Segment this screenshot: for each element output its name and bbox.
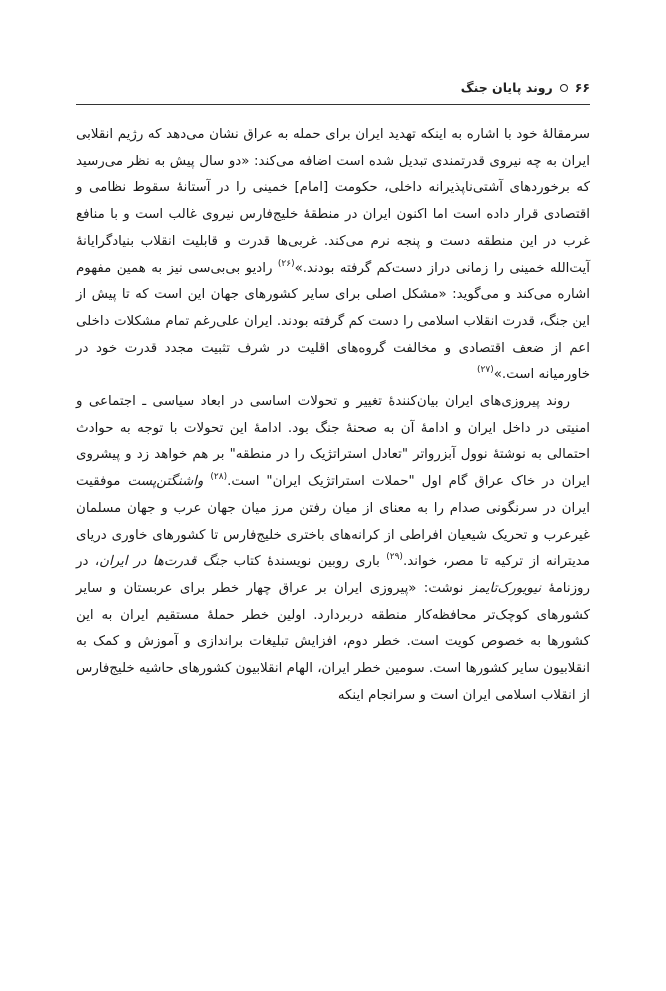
header-dot-icon [560,84,568,92]
paragraph-1-text-b: رادیو بی‌بی‌سی نیز به همین مفهوم اشاره می‌کند و می‌گوید: «مشکل اصلی برای سایر کشورهای جهان این است که تا پیش از این جنگ، قدرت انقلاب اسلامی را دست کم گرفته بودند. ایران علی‌رغم تمام مشکلات داخلی اعم از ضعف اقتصادی و مخالفت گروه‌های اقلیت در شرف تثبیت مجدد قدرت خود در خاورمیانه است.» [76,260,590,383]
italic-new-york-times: نیویورک‌تایمز [470,580,542,596]
paragraph-2-text-e: نوشت: «پیروزی ایران بر عراق چهار خطر برای عربستان و سایر کشورهای کوچک‌تر محافظه‌کار منطقه دربردارد. اولین خطر حملهٔ مستقیم ایران به این کشورها به خصوص کویت است. خطر دوم، افزایش تبلیغات براندازی و آموزش و کمک به انقلابیون سایر کشورها است. سومین خطر ایران، الهام انقلابیون کشورهای حاشیه خلیج‌فارس از انقلاب اسلامی ایران است و سرانجام اینکه [76,580,590,703]
running-header [461,80,590,95]
paragraph-2-text-b: موفقیت ایران در سرنگونی صدام را به معنای از میان رفتن مرز میان جهان عرب و جهان مسلمان غیرعرب و تحریک شیعیان افراطی از کرانه‌های باختری خلیج‌فارس تا کشورهای خاوری دریای مدیترانه از ترکیه تا مصر، خواند. [76,474,591,570]
paragraph-2-text-a: روند پیروزی‌های ایران بیان‌کنندهٔ تغییر و تحولات اساسی در ابعاد سیاسی ـ اجتماعی و امنیتی در داخل ایران و ادامهٔ آن به صحنهٔ جنگ بود. ادامهٔ این تحولات با توجه به حوادث احتمالی به نوشتهٔ نوول آبزرواتر "تعادل استراتژیک را در منطقه" بر هم خواهد زد و پیشروی ایران در خاک عراق گام اول "حملات استراتژیک ایران" است. [76,394,590,490]
footnote-ref-27: (۲۷) [477,365,494,376]
page-number: ۶۶ [574,80,590,95]
running-title: روند پایان جنگ [460,80,553,95]
header-rule [76,104,590,105]
paragraph-2 [76,389,590,709]
italic-book-title: جنگ قدرت‌ها در ایران [99,554,228,570]
paragraph-2-text-d: ، در روزنامهٔ [76,554,590,596]
body-text [76,122,590,709]
paragraph-1-text-a: سرمقالهٔ خود با اشاره به اینکه تهدید ایران برای حمله به عراق نشان می‌دهد که رژیم انقلابی ایران به چه نیروی قدرتمندی تبدیل شده است اضافه می‌کند: «دو سال پیش به نظر می‌رسید که برخوردهای آشتی‌ناپذیرانه داخلی، حکومت [امام] خمینی را در آستانهٔ سقوط نظامی و اقتصادی قرار داده است اما اکنون ایران در منطقهٔ خلیج‌فارس نیروی غالب است و با منافع غرب در این منطقه دست و پنجه نرم می‌کند. غربی‌ها قدرت و قابلیت انقلاب بنیادگرایانهٔ آیت‌الله خمینی را زمانی دراز دست‌کم گرفته بودند.» [76,127,591,276]
paragraph-2-text-c: باری روبین نویسندهٔ کتاب [227,554,387,570]
paragraph-1 [76,122,590,389]
footnote-ref-26: (۲۶) [277,258,295,269]
footnote-ref-29: (۲۹) [386,552,403,563]
footnote-ref-28: (۲۸) [210,472,228,483]
italic-washington-post: واشنگتن‌پست [127,474,211,490]
